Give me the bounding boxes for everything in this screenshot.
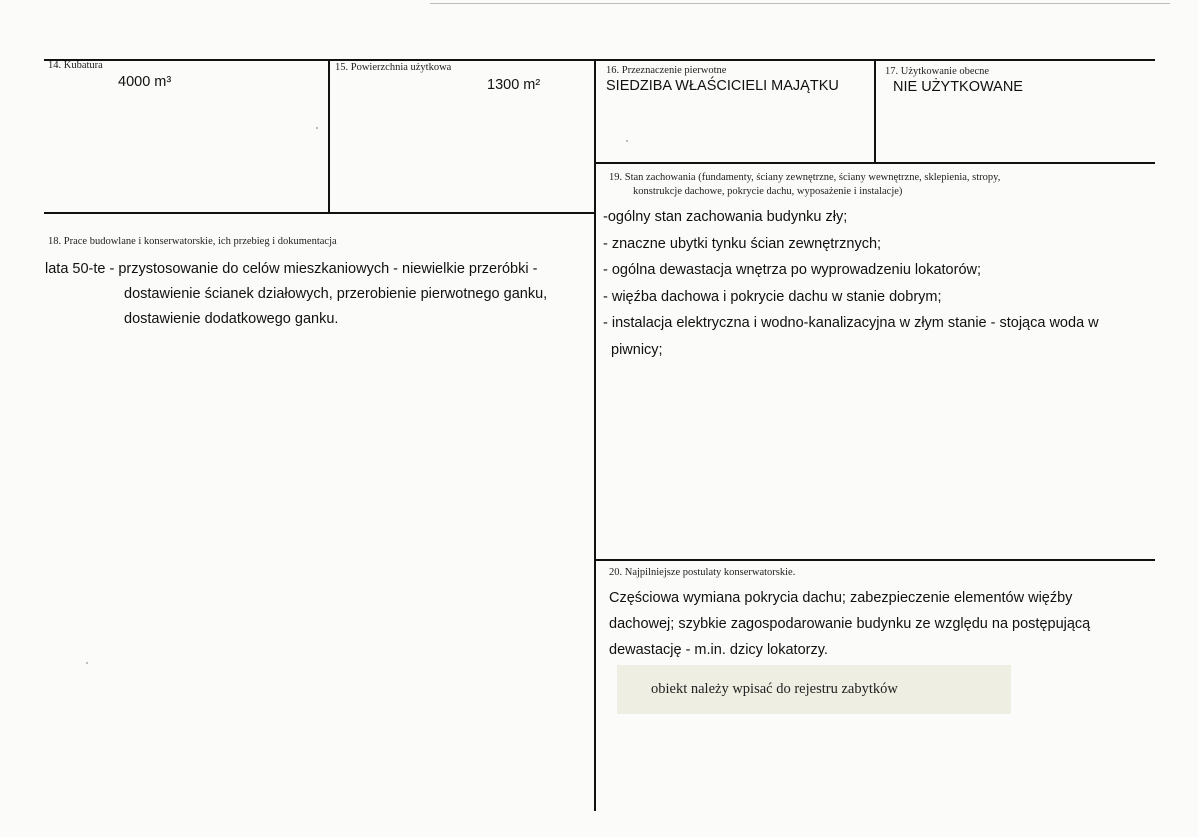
stan-line: - instalacja elektryczna i wodno-kanalizacyjna w złym stanie - stojąca woda w (603, 315, 1099, 331)
stan-line: - znaczne ubytki tynku ścian zewnętrznych; (603, 235, 882, 252)
stan-zachowania-label-2: konstrukcje dachowe, pokrycie dachu, wyposażenie i instalacje) (633, 186, 903, 197)
divider-16-17 (874, 59, 876, 163)
stan-line: - ogólna dewastacja wnętrza po wyprowadzeniu lokatorów; (603, 262, 982, 278)
top-rule (44, 59, 1155, 61)
center-divider (594, 59, 596, 811)
prace-budowlane-text (45, 257, 547, 332)
prace-line: dostawienie ścianek działowych, przerobienie pierwotnego ganku, (124, 286, 548, 302)
divider-14-15 (328, 59, 330, 214)
stan-line: -ogólny stan zachowania budynku zły; (603, 209, 848, 225)
rule-above-18 (44, 212, 595, 214)
kubatura-label: 14. Kubatura (48, 60, 103, 71)
stan-line: piwnicy; (611, 341, 663, 358)
scan-speck (316, 127, 318, 129)
scan-speck (86, 662, 88, 664)
prace-line: lata 50-te - przystosowanie do celów mieszkaniowych - niewielkie przeróbki - (45, 261, 538, 277)
register-stamp (617, 665, 1011, 714)
postulaty-line: dachowej; szybkie zagospodarowanie budynku ze względu na postępującą (609, 616, 1091, 632)
kubatura-value: 4000 m³ (118, 74, 172, 90)
postulaty-text (609, 585, 1090, 663)
powierzchnia-label: 15. Powierzchnia użytkowa (335, 62, 452, 73)
register-stamp-text: obiekt należy wpisać do rejestru zabytków (651, 681, 898, 697)
przeznaczenie-value: SIEDZIBA WŁAŚCICIELI MAJĄTKU (606, 78, 839, 94)
scan-top-edge (430, 3, 1170, 4)
prace-line: dostawienie dodatkowego ganku. (124, 311, 339, 327)
postulaty-label: 20. Najpilniejsze postulaty konserwatorskie. (609, 567, 796, 578)
uzytkowanie-value: NIE UŻYTKOWANE (893, 79, 1023, 95)
rule-above-20 (594, 559, 1155, 561)
prace-budowlane-label: 18. Prace budowlane i konserwatorskie, ich przebieg i dokumentacja (48, 236, 337, 247)
stan-line: - więźba dachowa i pokrycie dachu w stanie dobrym; (603, 288, 942, 305)
stan-zachowania-text (603, 204, 1099, 363)
postulaty-line: dewastację - m.in. dzicy lokatorzy. (609, 642, 828, 658)
rule-above-19 (594, 162, 1155, 164)
stan-zachowania-label-1: 19. Stan zachowania (fundamenty, ściany zewnętrzne, ściany wewnętrzne, sklepienia, stropy, (609, 172, 1001, 183)
uzytkowanie-label: 17. Użytkowanie obecne (885, 66, 990, 77)
postulaty-line: Częściowa wymiana pokrycia dachu; zabezpieczenie elementów więźby (609, 590, 1073, 606)
scan-speck (626, 140, 628, 142)
przeznaczenie-label: 16. Przeznaczenie pierwotne (606, 65, 727, 76)
powierzchnia-value: 1300 m² (487, 77, 541, 93)
